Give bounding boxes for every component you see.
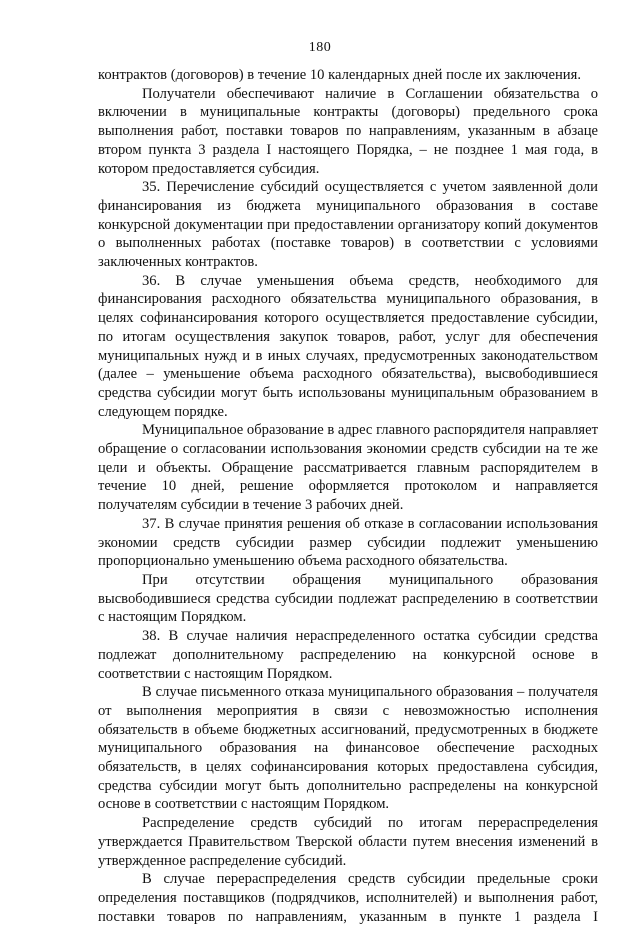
paragraph-item-37: 37. В случае принятия решения об отказе в согласовании использования экономии средств субсидии размер субсидии подлежит уменьшению пропорционально уменьшению объема расходного обязательства. [98,515,598,570]
paragraph-no-request: При отсутствии обращения муниципального образования высвободившиеся средства субсидии подлежат распределению в соответствии с настоящим Порядком. [98,571,598,626]
document-body [98,66,598,926]
paragraph-item-36: 36. В случае уменьшения объема средств, необходимого для финансирования расходного обязательства муниципального образования, в целях софинансирования которого осуществляется предоставление субсидии, по итогам осуществления закупок товаров, работ, услуг для обеспечения муниципальных нужд и в иных случаях, предусмотренных законодательством (далее – уменьшение объема расходного обязательства), высвободившиеся средства субсидии могут быть использованы муниципальным образованием в следующем порядке. [98,272,598,420]
paragraph-item-38: 38. В случае наличия нераспределенного остатка субсидии средства подлежат дополнительному распределению на конкурсной основе в соответствии с настоящим Порядком. [98,628,598,682]
paragraph-continuation: контрактов (договоров) в течение 10 календарных дней после их заключения. [98,67,581,83]
paragraph-recipients-obligation: Получатели обеспечивают наличие в Соглашении обязательства о включении в муниципальные контракты (договоры) предельного срока выполнения работ, поставки товаров по направлениям, указанным в абзаце втором пункта 3 раздела I настоящего Порядка, – не позднее 1 мая года, в котором предоставляется субсидия. [98,85,598,177]
paragraph-redistribution-deadlines: В случае перераспределения средств субсидии предельные сроки определения поставщиков (подрядчиков, исполнителей) и выполнения работ, поставки товаров по направлениям, указанным в пункте 1 раздела I [98,871,598,925]
paragraph-redistribution-approval: Распределение средств субсидий по итогам перераспределения утверждается Правительством Тверской области путем внесения изменений в утвержденное распределение субсидий. [98,815,598,869]
paragraph-municipal-request: Муниципальное образование в адрес главного распорядителя направляет обращение о согласовании использования экономии средств субсидии на те же цели и объекты. Обращение рассматривается главным распорядителем в течение 10 дней, решение оформляется протоколом и направляется получателям субсидии в течение 3 рабочих дней. [98,422,598,514]
paragraph-written-refusal: В случае письменного отказа муниципального образования – получателя от выполнения мероприятия в связи с невозможностью исполнения обязательств в объеме бюджетных ассигнований, предусмотренных в бюджете муниципального образования на финансовое обеспечение расходных обязательств, в целях софинансирования которых предоставлена субсидия, средства субсидии могут быть дополнительно распределены на конкурсной основе в соответствии с настоящим Порядком. [98,684,598,813]
paragraph-item-35: 35. Перечисление субсидий осуществляется с учетом заявленной доли финансирования из бюджета муниципального образования в составе конкурсной документации при предоставлении организатору копий документов о выполненных работах (поставке товаров) в соответствии с условиями заключенных контрактов. [98,179,598,271]
page-number: 180 [308,40,332,55]
